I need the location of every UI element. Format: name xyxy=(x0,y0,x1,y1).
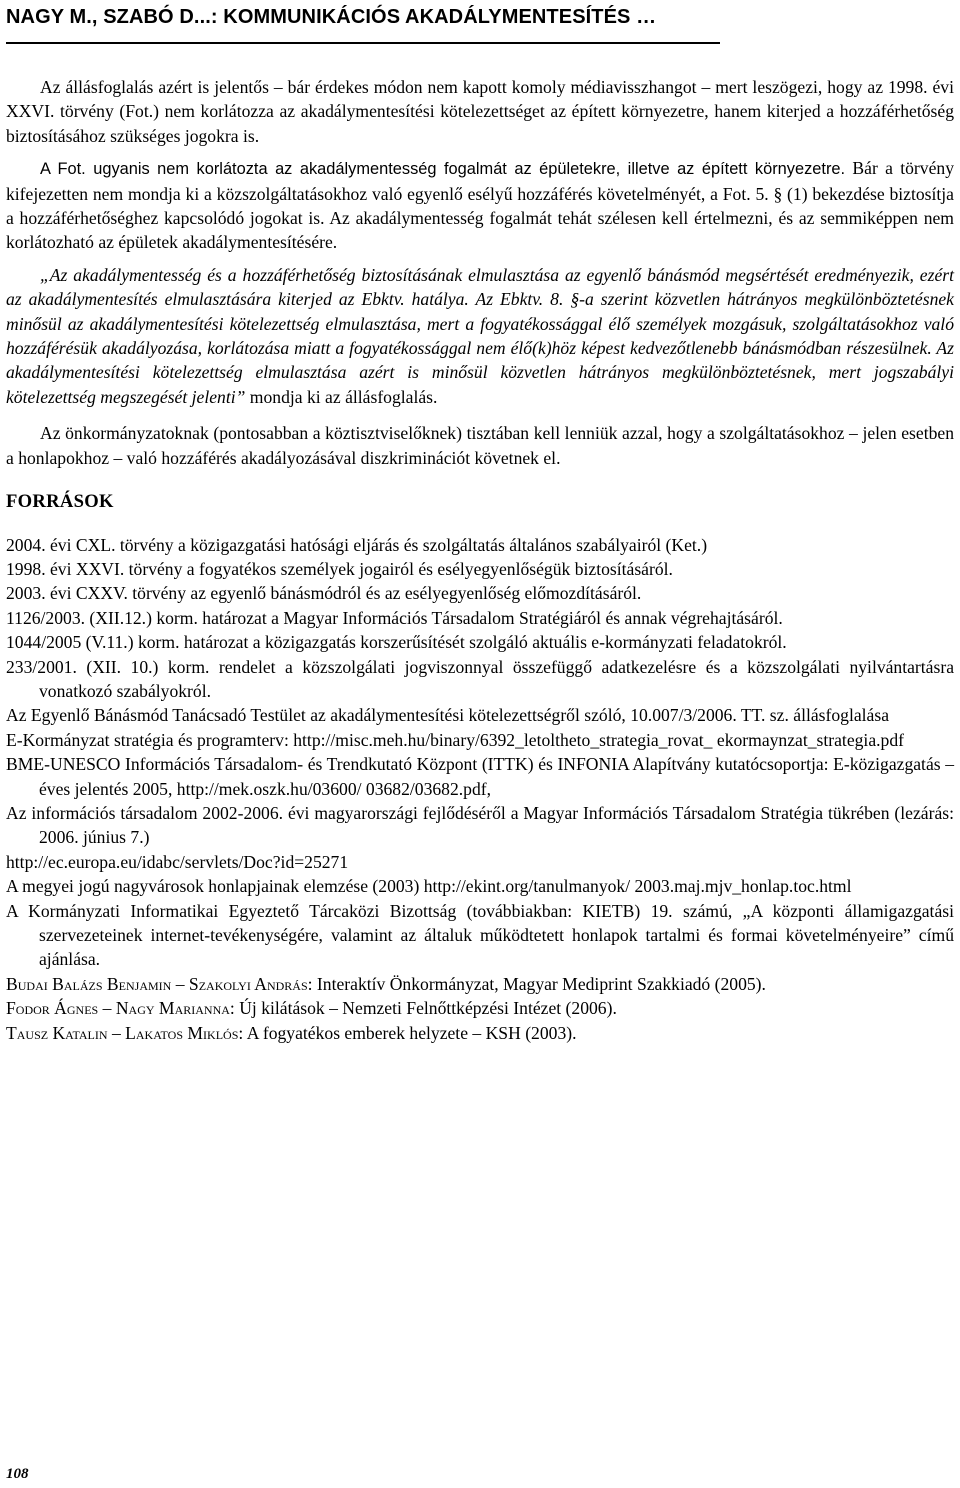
document-body xyxy=(6,75,954,1045)
paragraph-2 xyxy=(6,156,954,255)
reference-item: 233/2001. (XII. 10.) korm. rendelet a közszolgálati jogviszonnyal összefüggő adatkezelésre és a közszolgálati nyilvántartásra vonatkozó szabályokról. xyxy=(6,656,954,701)
reference-title: Interaktív Önkormányzat, Magyar Mediprint Szakkiadó (2005). xyxy=(312,973,766,994)
reference-authors: Tausz Katalin – Lakatos Miklós: xyxy=(6,1022,244,1043)
paragraph-2-sans-text: A Fot. ugyanis nem korlátozta az akadálymentesség fogalmát az épületekre, illetve az épített környezetre. xyxy=(40,160,846,179)
sources-heading: FORRÁSOK xyxy=(6,491,114,513)
reference-item: A megyei jogú nagyvárosok honlapjainak elemzése (2003) http://ekint.org/tanulmanyok/ 2003.maj.mjv_honlap.toc.html xyxy=(6,876,852,897)
reference-item: A Kormányzati Informatikai Egyeztető Tárcaközi Bizottság (továbbiakban: KIETB) 19. számú, „A központi államigazgatási szervezeteinek internet-tevékenységére, valamint az általuk működtetett honlapok tartalmi és formai követelményeire” című ajánlása. xyxy=(6,900,954,970)
reference-item: 2004. évi CXL. törvény a közigazgatási hatósági eljárás és szolgáltatás általános szabályairól (Ket.) xyxy=(6,534,708,555)
reference-item: E-Kormányzat stratégia és programterv: http://misc.meh.hu/binary/6392_letoltheto_strategia_rovat_ ekormaynzat_strategia.pdf xyxy=(6,729,904,750)
author-reference-item xyxy=(6,1021,954,1045)
reference-list xyxy=(6,533,954,1046)
reference-item: Az Egyenlő Bánásmód Tanácsadó Testület az akadálymentesítési kötelezettségről szóló, 10.007/3/2006. TT. sz. állásfoglalása xyxy=(6,705,890,726)
author-reference-item xyxy=(6,972,954,996)
quote-text: „Az akadálymentesség és a hozzáférhetőség biztosításának elmulasztása az egyenlő bánásmód megsértését eredményezik, ezért az akadálymentesítés elmulasztására kiterjed az Ebktv. hatálya. Az Ebktv. 8. §-a szerint közvetlen hátrányos megkülönböztetésnek minősül az akadálymentesítési kötelezettség elmulasztása, mert a fogyatékossággal élő személyek mozgásuk, szolgáltatásokhoz való hozzáférésük akadályozása, korlátozása miatt a fogyatékossággal nem élő(k)höz képest kedvezőtlenebb bánásmódban részesülnek. Az akadálymentesítési kötelezettség elmulasztása azért is minősül közvetlen hátrányos megkülönböztetésnek, mert jogszabályi kötelezettség megszegését jelenti” xyxy=(6,264,954,407)
reference-item: http://ec.europa.eu/idabc/servlets/Doc?id=25271 xyxy=(6,851,349,872)
reference-item: Az információs társadalom 2002-2006. évi magyarországi fejlődéséről a Magyar Információs Társadalom Stratégia tükrében (lezárás: 2006. június 7.) xyxy=(6,802,954,848)
reference-item: 1044/2005 (V.11.) korm. határozat a közigazgatás korszerűsítését szolgáló aktuális e-kormányzati feladatokról. xyxy=(6,632,787,653)
paragraph-2-text: Bár a törvény kifejezetten nem mondja ki a közszolgáltatásokhoz való egyenlő esélyű hozzáférés követelményét, a Fot. 5. § (1) bekezdése biztosítja a hozzáférhetőséghez kapcsolódó jogokat is. Az akadálymentesség fogalmát tehát szélesen kell értelmezni, és az semmiképpen nem korlátozható az épületek akadálymentesítésére. xyxy=(6,158,954,253)
paragraph-4: Az önkormányzatoknak (pontosabban a köztisztviselőknek) tisztában kell lenniük azzal, hogy a szolgáltatásokhoz – jelen esetben a honlapokhoz – való hozzáférés akadályozásával diszkriminációt követnek el. xyxy=(6,423,954,468)
reference-item: 1126/2003. (XII.12.) korm. határozat a Magyar Információs Társadalom Stratégiáról és annak végrehajtásáról. xyxy=(6,607,783,628)
reference-title: A fogyatékos emberek helyzete – KSH (2003). xyxy=(243,1022,577,1043)
reference-title: Új kilátások – Nemzeti Felnőttképzési Intézet (2006). xyxy=(234,998,617,1019)
reference-item: 1998. évi XXVI. törvény a fogyatékos személyek jogairól és esélyegyenlőségük biztosításáról. xyxy=(6,558,673,579)
author-reference-item xyxy=(6,996,954,1020)
header-rule xyxy=(6,42,720,44)
reference-item: 2003. évi CXXV. törvény az egyenlő bánásmódról és az esélyegyenlőség előmozdításáról. xyxy=(6,583,642,604)
paragraph-1: Az állásfoglalás azért is jelentős – bár érdekes módon nem kapott komoly médiavisszhangot – mert leszögezi, hogy az 1998. évi XXVI. törvény (Fot.) nem korlátozza az akadálymentesítési kötelezettséget az épített környezetre, hanem kiterjed a hozzáférhetőség biztosításához szükséges jogokra is. xyxy=(6,77,954,146)
reference-authors: Fodor Ágnes – Nagy Marianna: xyxy=(6,998,235,1019)
reference-authors: Budai Balázs Benjamin – Szakolyi András: xyxy=(6,973,313,994)
quote-attribution: mondja ki az állásfoglalás. xyxy=(245,386,438,407)
page-number: 108 xyxy=(6,1466,29,1482)
paragraph-3-quote xyxy=(6,263,954,409)
running-header: NAGY M., SZABÓ D...: KOMMUNIKÁCIÓS AKADÁLYMENTESÍTÉS … xyxy=(6,6,657,28)
reference-item: BME-UNESCO Információs Társadalom- és Trendkutató Központ (ITTK) és INFONIA Alapítvány kutatócsoportja: E-közigazgatás – éves jelentés 2005, http://mek.oszk.hu/03600/ 03682/03682.pdf, xyxy=(6,754,954,799)
